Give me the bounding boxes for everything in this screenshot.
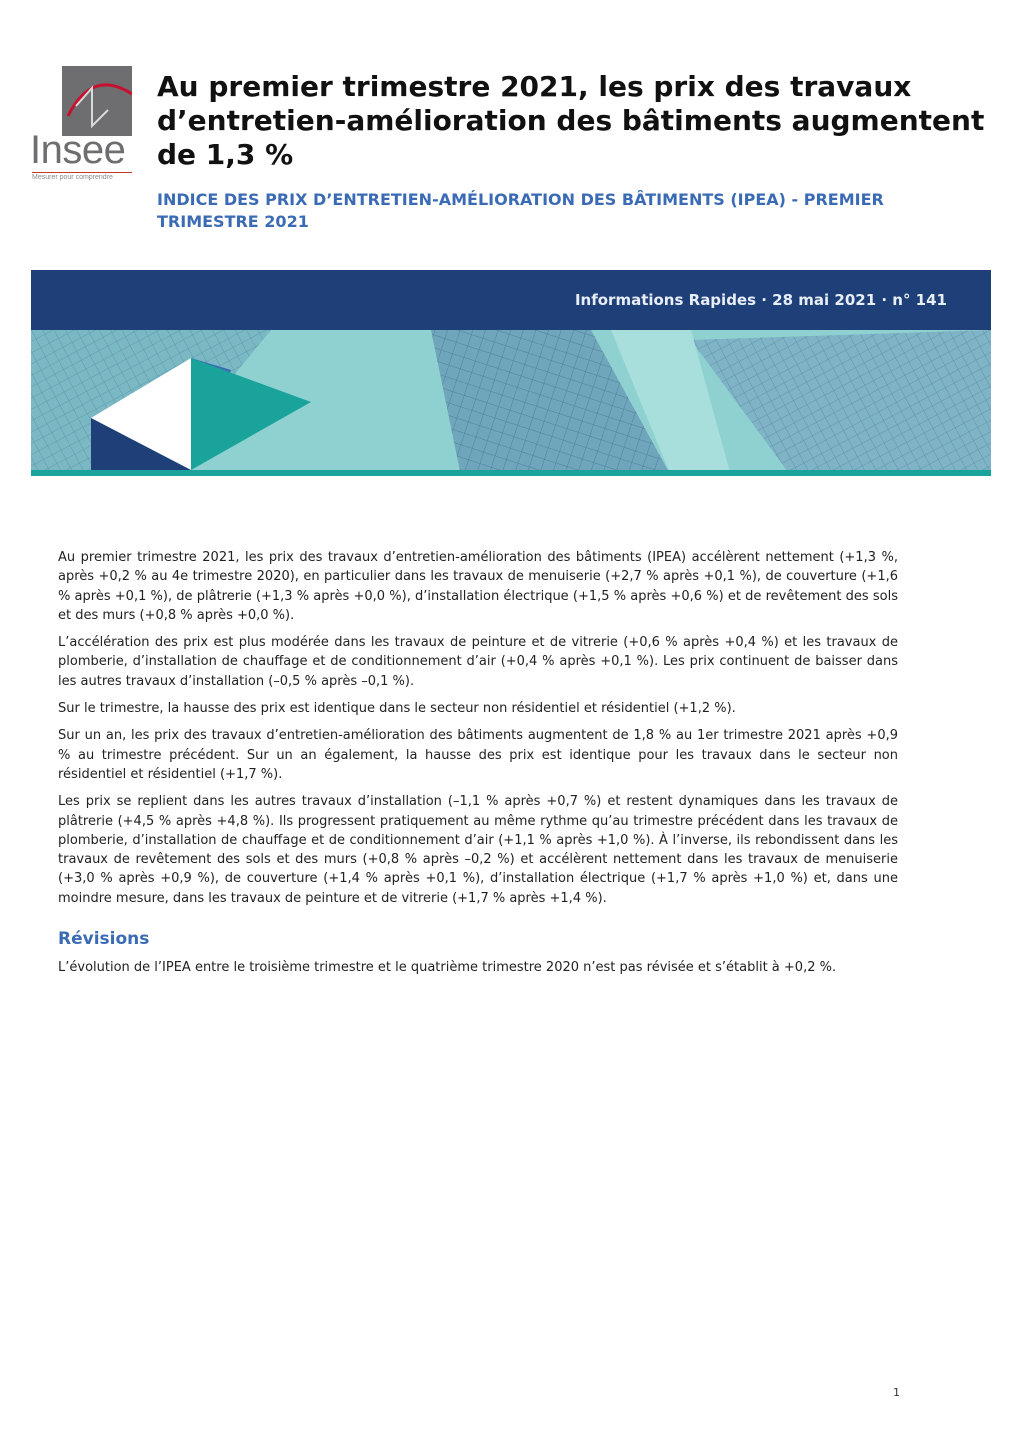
paragraph: Au premier trimestre 2021, les prix des travaux d’entretien-amélioration des bâtiments (IPEA) accélèrent nettement (+1,3 %, après +0,2 % au 4e trimestre 2020), en particulier dans les travaux de menuiserie (+2,7 % après +0,1 %), de couverture (+1,6 % après +0,1 %), de plâtrerie (+1,3 % après +0,0 %), d’installation électrique (+1,5 % après +0,6 %) et de revêtement des sols et des murs (+0,8 % après +0,0 %). — [58, 550, 898, 623]
logo-emblem — [62, 66, 132, 136]
article-body — [58, 548, 898, 985]
page-title: Au premier trimestre 2021, les prix des travaux d’entretien-amélioration des bâtiments augmentent de 1,3 % — [157, 70, 985, 171]
page-number: 1 — [893, 1386, 900, 1399]
logo-wordmark: Insee — [30, 128, 126, 172]
banner-illustration — [31, 330, 991, 476]
revisions-heading: Révisions — [58, 929, 150, 950]
header-banner — [31, 270, 991, 476]
paragraph: Sur un an, les prix des travaux d’entretien-amélioration des bâtiments augmentent de 1,8 % au 1er trimestre 2021 après +0,9 % au trimestre précédent. Sur un an également, la hausse des prix est identique pour les travaux dans le secteur non résidentiel et résidentiel (+1,7 %). — [58, 728, 898, 782]
publication-info: Informations Rapides · 28 mai 2021 · n° 141 — [574, 291, 947, 309]
revisions-paragraph: L’évolution de l’IPEA entre le troisième trimestre et le quatrième trimestre 2020 n’est pas révisée et s’établit à +0,2 %. — [58, 960, 837, 976]
paragraph: Les prix se replient dans les autres travaux d’installation (–1,1 % après +0,7 %) et restent dynamiques dans les travaux de plâtrerie (+4,5 % après +4,8 %). Ils progressent pratiquement au même rythme qu’au trimestre précédent dans les travaux de plomberie, d’installation de chauffage et de conditionnement d’air (+1,1 % après +1,0 %). À l’inverse, ils rebondissent dans les travaux de revêtement des sols et des murs (+0,8 % après –0,2 %) et accélèrent nettement dans les travaux de menuiserie (+3,0 % après +0,9 %), de couverture (+1,4 % après +0,1 %), d’installation électrique (+1,7 % après +1,0 %) et, dans une moindre mesure, dans les travaux de peinture et de vitrerie (+1,7 % après +1,4 %). — [58, 794, 898, 906]
banner-bar — [31, 270, 991, 330]
logo-tagline: Mesurer pour comprendre — [32, 172, 132, 182]
paragraph: L’accélération des prix est plus modérée dans les travaux de peinture et de vitrerie (+0,6 % après +0,4 %) et les travaux de plomberie, d’installation de chauffage et de conditionnement d’air (+0,4 % après +0,1 %). Les prix continuent de baisser dans les autres travaux d’installation (–0,5 % après –0,1 %). — [58, 635, 898, 689]
insee-logo — [28, 66, 136, 182]
paragraph: Sur le trimestre, la hausse des prix est identique dans le secteur non résidentiel et résidentiel (+1,2 %). — [58, 701, 736, 717]
page-subtitle: INDICE DES PRIX D’ENTRETIEN-AMÉLIORATION DES BÂTIMENTS (IPEA) - PREMIER TRIMESTRE 2021 — [157, 190, 884, 231]
